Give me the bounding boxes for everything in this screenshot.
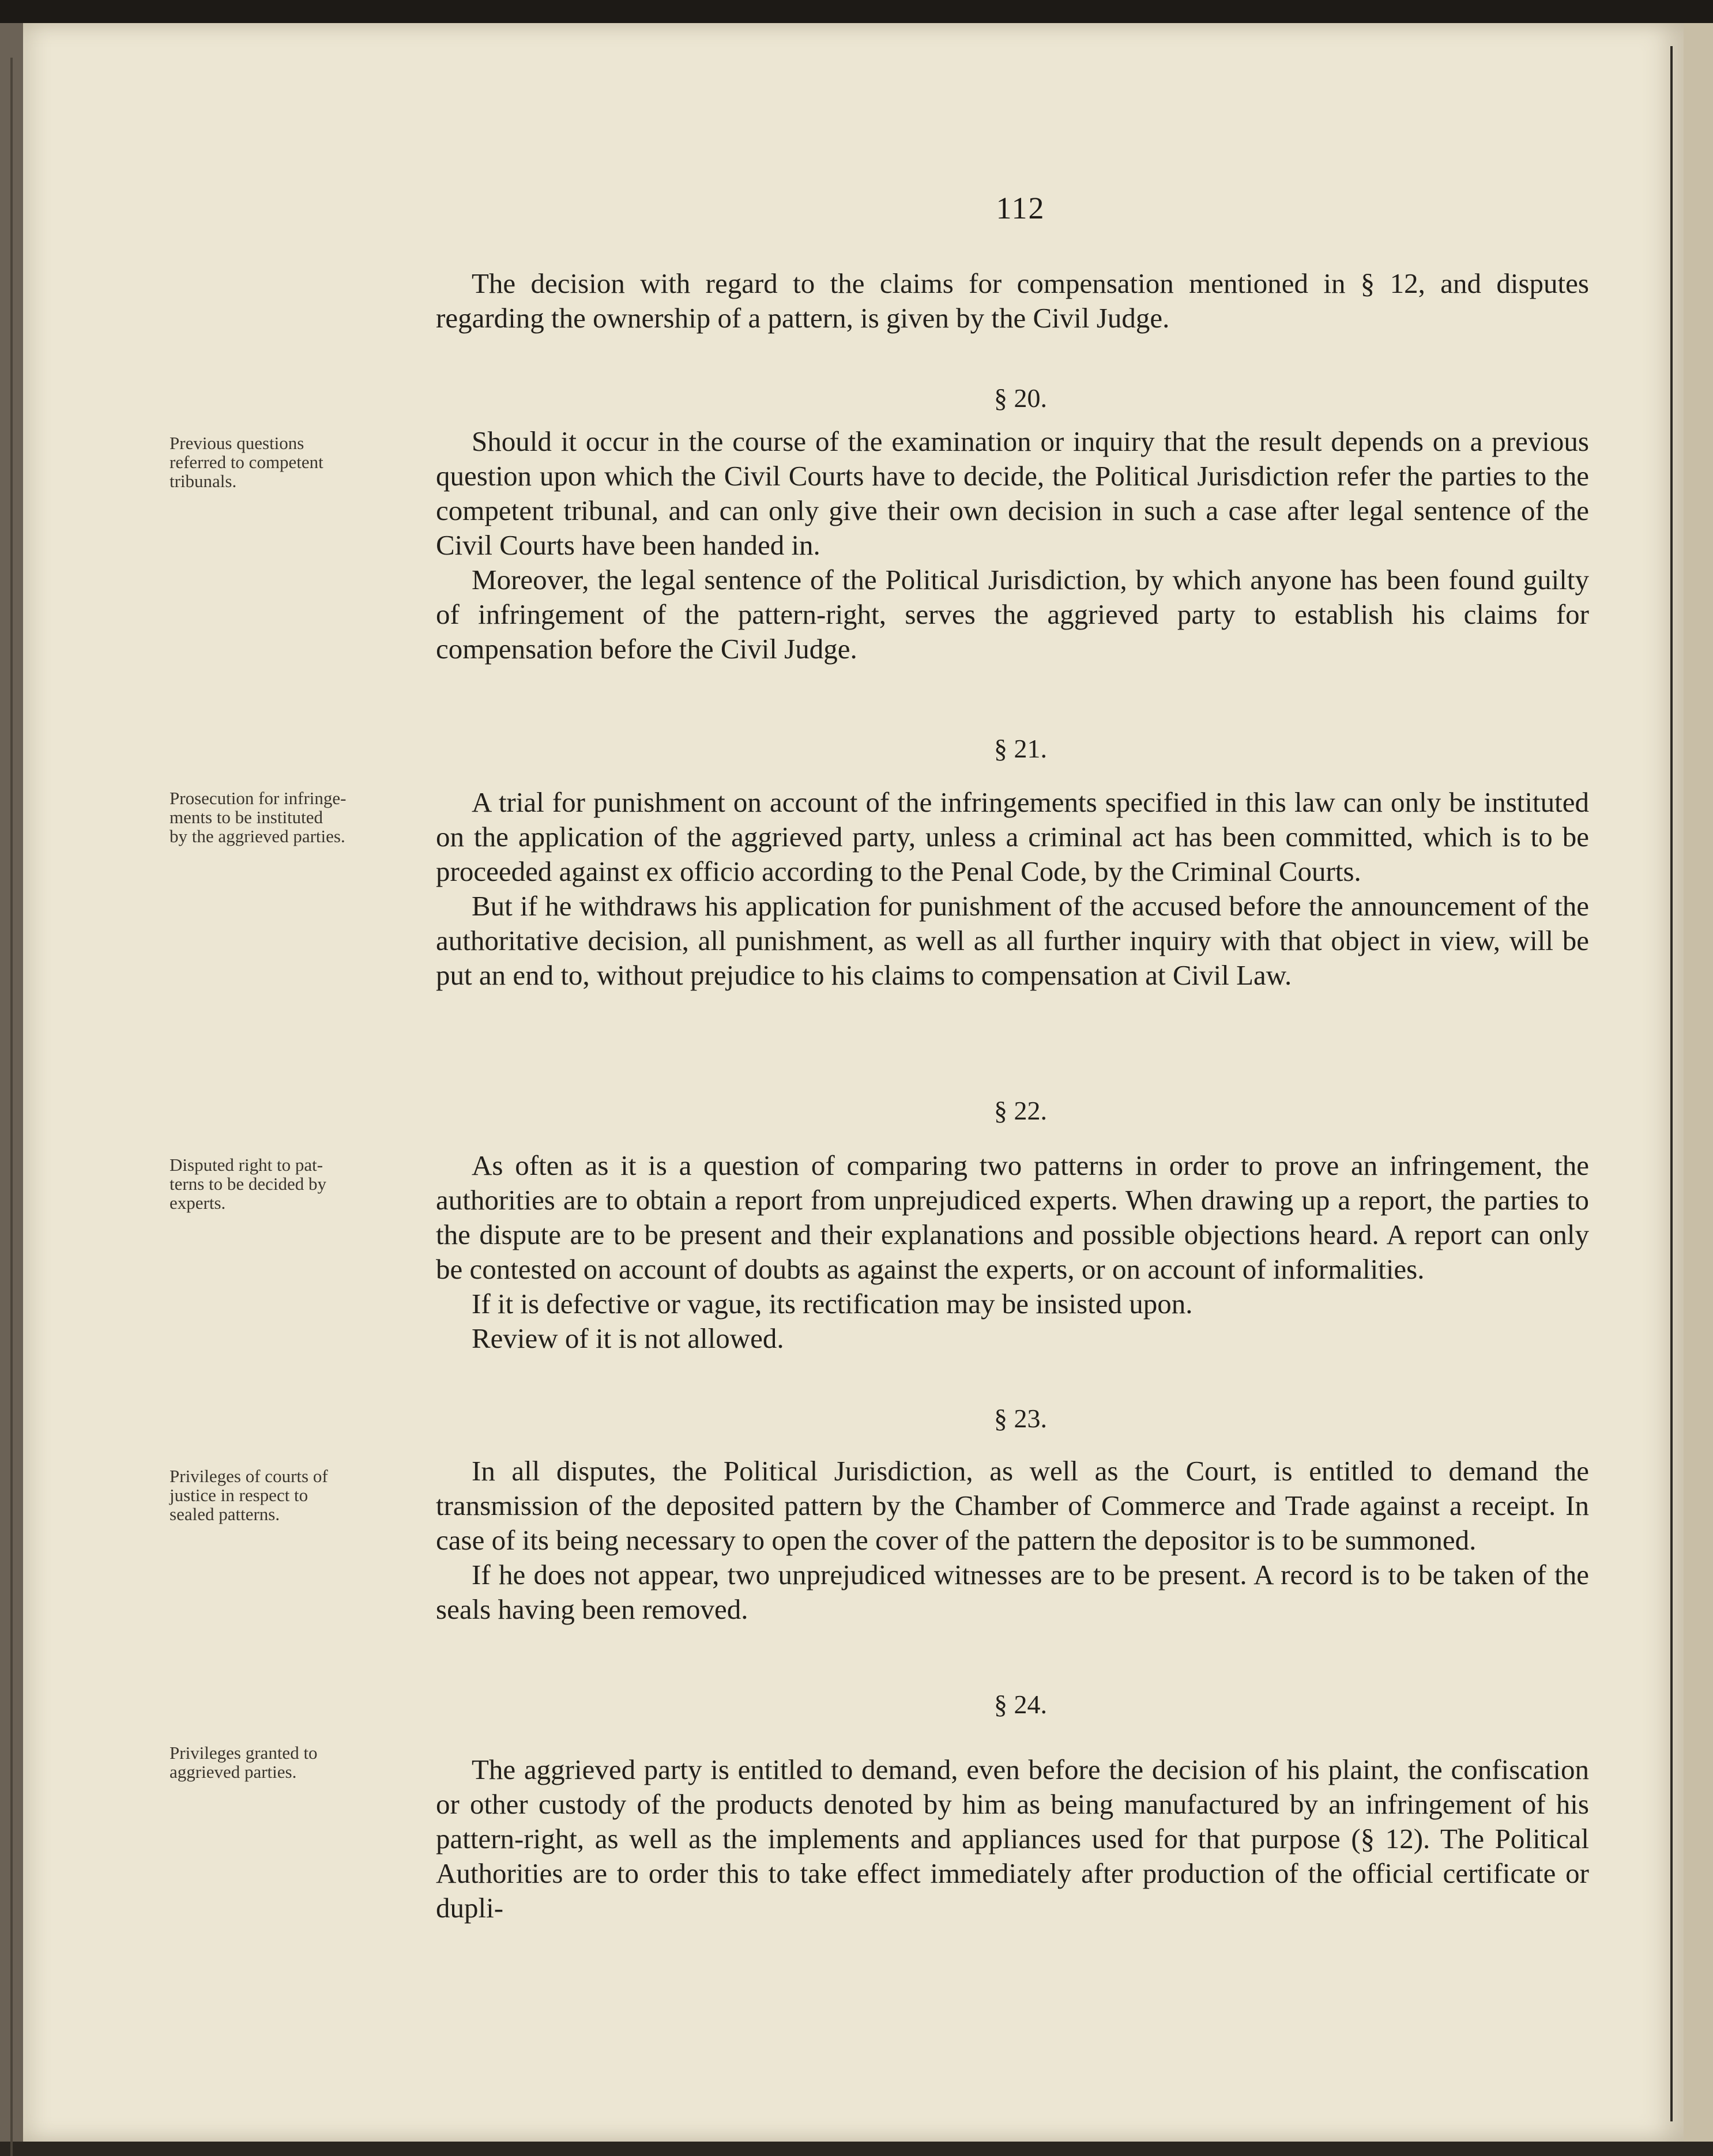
section-heading-21: § 21. [994,734,1047,763]
marginal-note-20 [170,434,417,491]
section-body-22 [436,1148,1589,1356]
section-body-23 [436,1454,1589,1627]
section-paragraph: If he does not appear, two unprejudiced witnesses are to be present. A record is to be taken of the seals having been removed. [436,1559,1589,1625]
intro-paragraph-block [436,266,1589,336]
marginal-note-line: aggrieved parties. [170,1762,297,1782]
marginal-note-23 [170,1467,417,1524]
marginal-note-22 [170,1155,417,1212]
marginal-note-line: Disputed right to pat- [170,1155,323,1175]
section-heading-24: § 24. [994,1690,1047,1719]
marginal-note-line: referred to competent [170,452,323,472]
section-heading-22: § 22. [994,1096,1047,1125]
marginal-note-24 [170,1743,417,1781]
marginal-note-line: justice in respect to [170,1485,308,1505]
marginal-note-line: terns to be decided by [170,1174,327,1194]
marginal-note-line: experts. [170,1193,226,1213]
section-paragraph: If it is defective or vague, its rectification may be insisted upon. [472,1288,1193,1320]
binding-shadow [10,58,13,2156]
section-paragraph: Should it occur in the course of the examination or inquiry that the result depends on a previous question upon which the Civil Courts have to decide, the Political Jurisdiction refer the parties to the competent tribunal, and can only give their own decision in such a case after legal sentence of the Civil Courts have been handed in. [436,425,1589,561]
section-paragraph: The aggrieved party is entitled to demand, even before the decision of his plaint, the confiscation or other custody of the products denoted by him as being manufactured by an infringement of his pattern-right, as well as the implements and appliances used for that purpose (§ 12). The Political Authorities are to order this to take effect immediately after production of the official certificate or dupli- [436,1754,1589,1924]
section-paragraph: Moreover, the legal sentence of the Political Jurisdiction, by which anyone has been found guilty of infringement of the pattern-right, serves the aggrieved party to establish his claims for compensation before the Civil Judge. [436,564,1589,665]
marginal-note-line: tribunals. [170,471,237,491]
marginal-note-line: Previous questions [170,433,304,453]
intro-paragraph: The decision with regard to the claims for compensation mentioned in § 12, and disputes regarding the ownership of a pattern, is given by the Civil Judge. [436,267,1589,334]
section-heading-20: § 20. [994,383,1047,413]
scan-top-edge [0,0,1713,23]
marginal-note-line: sealed patterns. [170,1504,280,1524]
section-paragraph: Review of it is not allowed. [472,1322,784,1354]
marginal-note-line: Privileges of courts of [170,1466,328,1486]
page-number: 112 [996,191,1045,225]
marginal-note-line: by the aggrieved parties. [170,826,345,846]
section-paragraph: As often as it is a question of comparing two patterns in order to prove an infringement, the authorities are to obtain a report from unprejudiced experts. When drawing up a report, the parties to the dispute are to be present and their explanations and possible objections heard. A report can only be contested on account of doubts as against the experts, or on account of informalities. [436,1149,1589,1285]
page-edge-line [1670,46,1673,2121]
section-heading-23: § 23. [994,1404,1047,1433]
section-body-24 [436,1752,1589,1925]
marginal-note-line: ments to be instituted [170,807,323,827]
scan-left-edge [0,23,23,2142]
section-body-20 [436,424,1589,666]
marginal-note-21 [170,789,417,846]
section-paragraph: But if he withdraws his application for punishment of the accused before the announcement of the authoritative decision, all punishment, as well as all further inquiry with that object in view, will be put an end to, without prejudice to his claims to compensation at Civil Law. [436,890,1589,991]
section-body-21 [436,785,1589,993]
page-stack-edge [1684,23,1713,2142]
marginal-note-line: Privileges granted to [170,1743,318,1763]
marginal-note-line: Prosecution for infringe- [170,788,347,808]
section-paragraph: A trial for punishment on account of the infringements specified in this law can only be instituted on the application of the aggrieved party, unless a criminal act has been committed, which is to be proceeded against ex officio according to the Penal Code, by the Criminal Courts. [436,786,1589,887]
section-paragraph: In all disputes, the Political Jurisdiction, as well as the Court, is entitled to demand the transmission of the deposited pattern by the Chamber of Commerce and Trade against a receipt. In case of its being necessary to open the cover of the pattern the depositor is to be summoned. [436,1455,1589,1556]
